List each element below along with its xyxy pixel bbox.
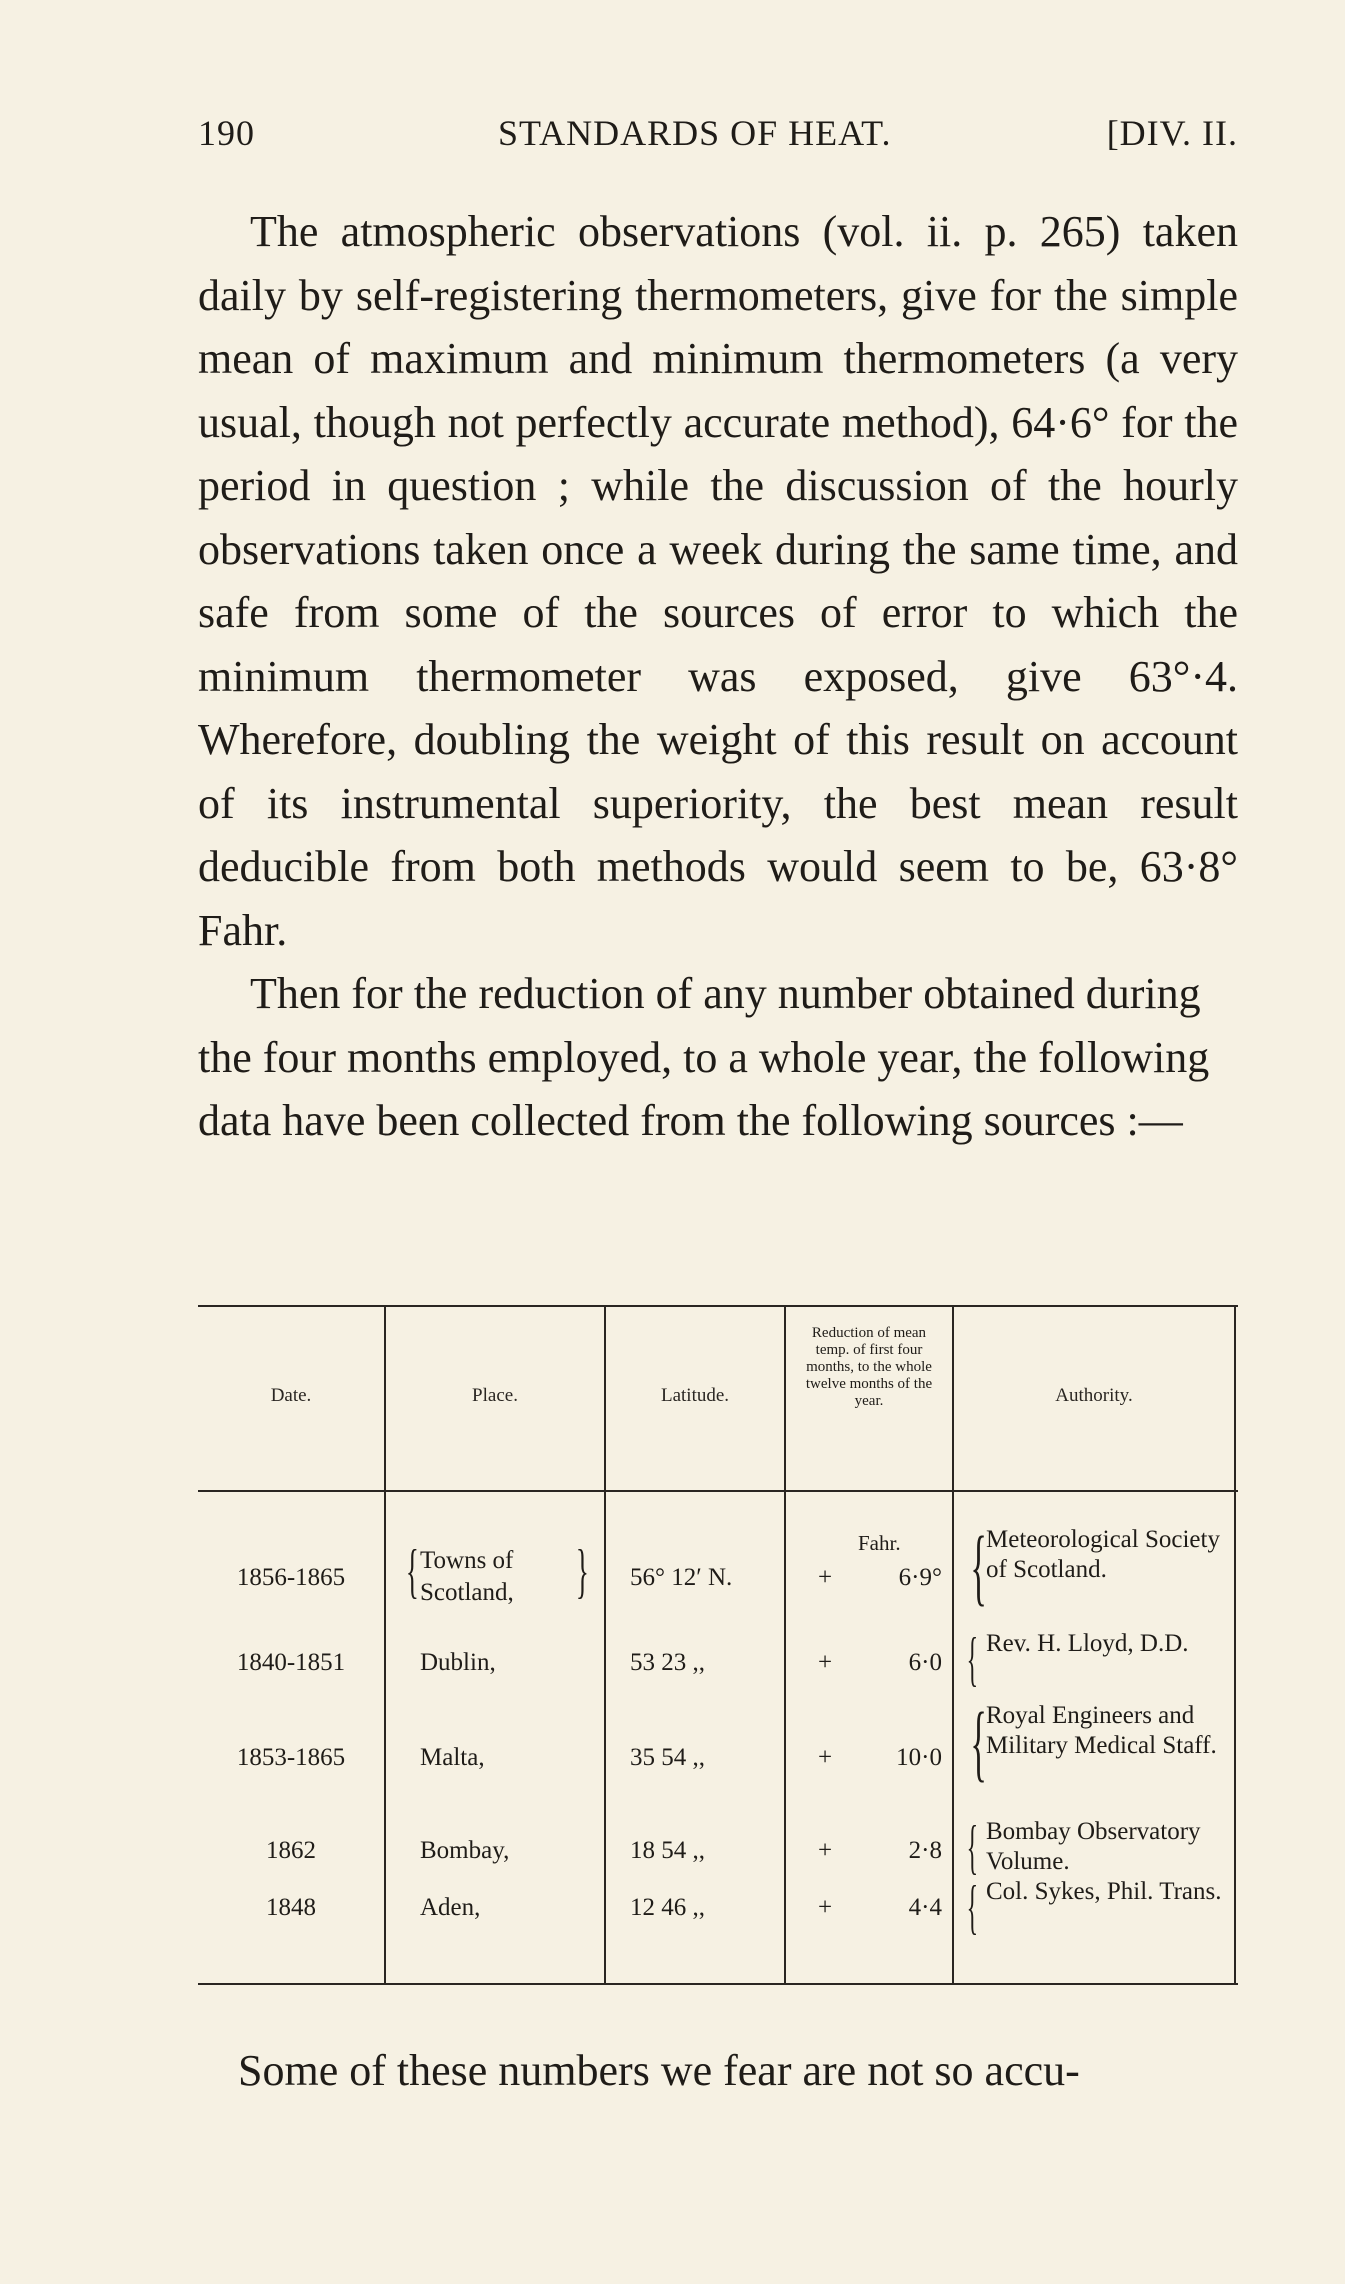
table-row-3-latitude: 35 54 ,, [630,1744,705,1771]
table-row-4-date: 1862 [266,1837,316,1864]
table-row-5-value: 4·4 [908,1894,942,1921]
division-label: [DIV. II. [1106,113,1238,153]
table-row-3-sign: + [818,1744,833,1771]
table-bottom-rule [198,1983,1238,1985]
table-row-4-authority: Bombay Observatory Volume. [986,1818,1201,1875]
col-rule-4 [952,1305,954,1985]
table-row-1-value: 6·9° [898,1564,942,1591]
table-row-3-authority: Royal Engineers and Military Medical Staff. [986,1702,1217,1759]
header-authority: Authority. [1055,1385,1133,1406]
table-row-2-date: 1840-1851 [236,1649,346,1676]
table-row-4-place: Bombay, [420,1837,510,1864]
table-row-2-sign: + [818,1649,833,1676]
table-row-2-value: 6·0 [908,1649,942,1676]
table-row-4-sign: + [818,1837,833,1864]
header-reduction: Reduction of mean temp. of first four months, to the whole twelve months of the year. [805,1325,933,1409]
table-top-rule [198,1305,1238,1307]
header-date: Date. [270,1385,312,1406]
brace-right: } [575,1538,589,1604]
col-rule-2 [604,1305,606,1985]
col-rule-5 [1234,1305,1236,1985]
table-row-1-date: 1856-1865 [236,1564,346,1591]
table-row-2-place: Dublin, [420,1649,496,1676]
header-bottom-rule [198,1490,1238,1492]
col-rule-3 [784,1305,786,1985]
table-row-2-authority: Rev. H. Lloyd, D.D. [986,1630,1189,1657]
data-table [198,1305,1238,1985]
brace-authority: { [966,1814,979,1880]
table-row-3-value: 10·0 [896,1744,942,1771]
unit-label: Fahr. [858,1531,901,1555]
table-row-3-date: 1853-1865 [236,1744,346,1771]
paragraph-1: The atmospheric observations (vol. ii. p. 265) taken daily by self-registering thermometers, give for the simple mean of maximum and minimum thermometers (a very usual, though not perfectly accurate method), 64·6° for the period in question ; while the discussion of the hourly observations taken once a week during the same time, and safe from some of the sources of error to which the minimum thermometer was exposed, give 63°·4. Wherefore, doubling the weight of this result on account of its instrumental superiority, the best mean result deducible from both methods would seem to be, 63·8° Fahr. [198,207,1238,955]
table-row-5-authority: Col. Sykes, Phil. Trans. [986,1878,1222,1905]
table-row-4-value: 2·8 [908,1837,942,1864]
table-row-1-place: Towns of Scotland, [420,1547,514,1606]
table-row-2-latitude: 53 23 ,, [630,1649,705,1676]
page-number: 190 [198,113,255,153]
continuation-line: Some of these numbers we fear are not so accu- [238,2046,1080,2095]
brace-authority: { [966,1626,979,1692]
table-row-1-latitude: 56° 12′ N. [630,1564,733,1591]
table-row-5-place: Aden, [420,1894,481,1921]
table-row-5-date: 1848 [266,1894,316,1921]
table-row-5-sign: + [818,1894,833,1921]
body-text [198,200,1238,1153]
brace-authority: { [966,1874,979,1940]
table-row-1-sign: + [818,1564,833,1591]
paragraph-2: Then for the reduction of any number obtained during the four months employed, to a whole year, the following data have been collected from the following sources :— [198,969,1210,1145]
brace-authority: { [970,1518,987,1614]
table-row-4-latitude: 18 54 ,, [630,1837,705,1864]
col-rule-1 [384,1305,386,1985]
page-header [198,112,1238,162]
brace-authority: { [970,1694,987,1790]
brace-left: { [405,1538,419,1604]
table-row-1-authority: Meteorological Society of Scotland. [986,1526,1220,1583]
running-title: STANDARDS OF HEAT. [498,113,892,153]
table-row-3-place: Malta, [420,1744,485,1771]
table-row-5-latitude: 12 46 ,, [630,1894,705,1921]
header-place: Place. [472,1385,518,1406]
header-latitude: Latitude. [660,1385,730,1406]
